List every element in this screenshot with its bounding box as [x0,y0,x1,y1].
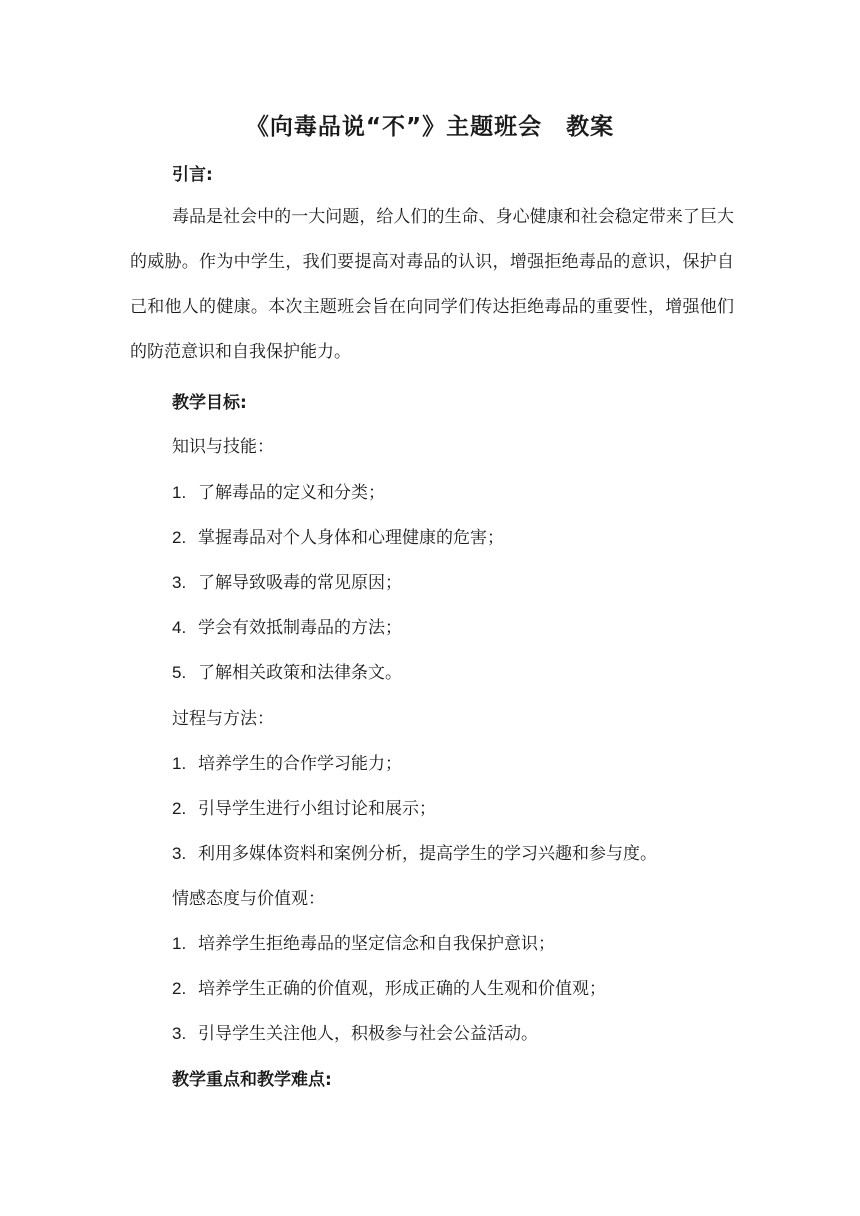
intro-paragraph: 毒品是社会中的一大问题，给人们的生命、身心健康和社会稳定带来了巨大的威胁。作为中学生，我们要提高对毒品的认识，增强拒绝毒品的意识，保护自己和他人的健康。本次主题班会旨在向同学们传达拒绝毒品的重要性，增强他们的防范意识和自我保护能力。 [130,207,734,362]
list-item-number: 1. [172,483,187,502]
intro-heading: 引言: [172,165,213,185]
list-item-number: 1. [172,754,187,773]
list-item [172,613,402,638]
objectives-heading: 教学目标: [172,393,247,413]
list-item-text: 培养学生的合作学习能力； [198,754,402,774]
list-item-text: 了解相关政策和法律条文。 [198,663,402,683]
list-item [172,478,385,503]
list-item [172,749,402,774]
list-item [172,974,606,999]
list-item-number: 3. [172,844,187,863]
list-item [172,568,402,593]
list-item-text: 引导学生进行小组讨论和展示； [198,799,436,819]
list-item [172,523,504,548]
list-item [172,839,657,864]
list-item-text: 培养学生拒绝毒品的坚定信念和自我保护意识； [198,934,555,954]
list-item-text: 了解导致吸毒的常见原因； [198,573,402,593]
list-item-text: 引导学生关注他人，积极参与社会公益活动。 [198,1024,538,1044]
list-item-number: 5. [172,663,187,682]
list-item-number: 4. [172,618,187,637]
list-item [172,929,555,954]
list-item [172,794,436,819]
list-item-text: 培养学生正确的价值观，形成正确的人生观和价值观； [198,979,606,999]
list-item-text: 了解毒品的定义和分类； [198,483,385,503]
emotion-label: 情感态度与价值观： [172,889,325,909]
knowledge-label: 知识与技能： [172,437,274,457]
list-item-text: 掌握毒品对个人身体和心理健康的危害； [198,528,504,548]
list-item-number: 2. [172,528,187,547]
list-item-number: 1. [172,934,187,953]
list-item [172,658,402,683]
list-item-number: 3. [172,573,187,592]
list-item-number: 3. [172,1024,187,1043]
list-item-text: 学会有效抵制毒品的方法； [198,618,402,638]
list-item-number: 2. [172,799,187,818]
list-item [172,1019,538,1044]
document-title: 《向毒品说“不”》主题班会 教案 [245,114,615,140]
list-item-number: 2. [172,979,187,998]
process-label: 过程与方法： [172,709,274,729]
list-item-text: 利用多媒体资料和案例分析，提高学生的学习兴趣和参与度。 [198,844,657,864]
focus-heading: 教学重点和教学难点: [172,1070,332,1090]
